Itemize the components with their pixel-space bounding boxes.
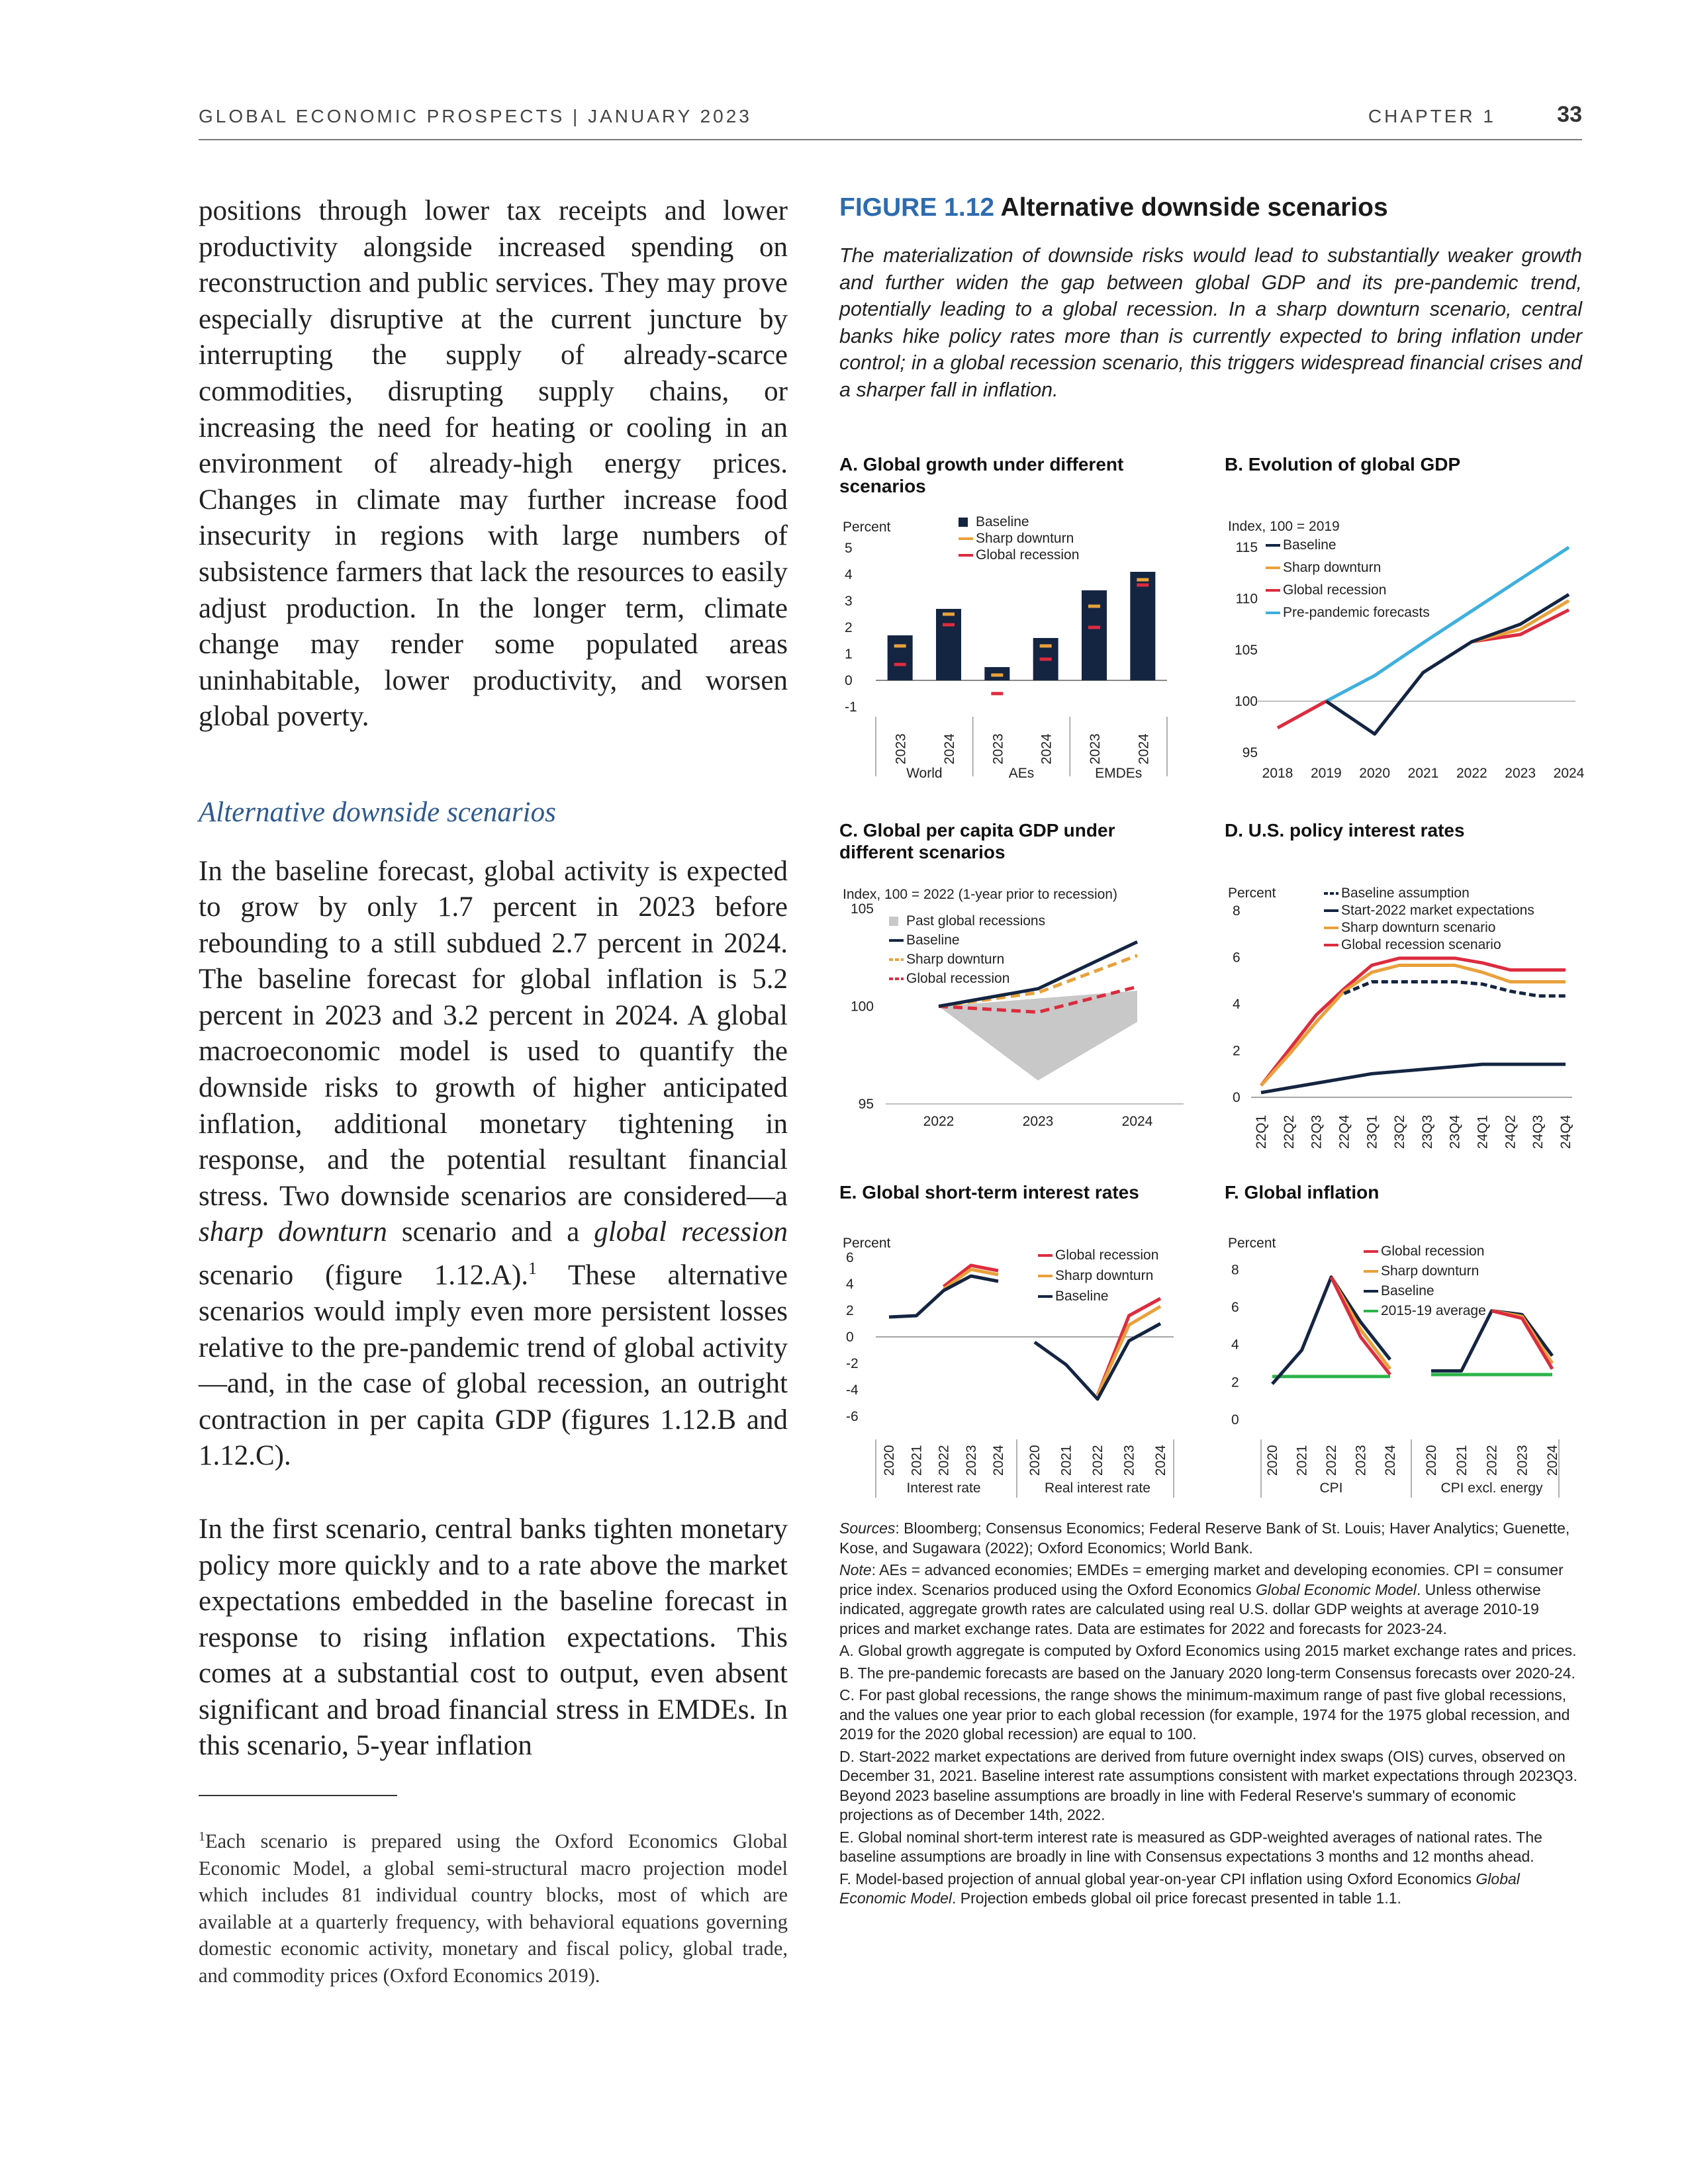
paragraph-2: [199, 854, 788, 1475]
chapter-label: CHAPTER 1: [1368, 106, 1496, 126]
c-legend-baseline-label: Baseline: [906, 933, 960, 948]
sources-line: [839, 1519, 1582, 1558]
d-xtick-24Q3: 24Q3: [1530, 1115, 1546, 1149]
panel-b-chart: [1225, 453, 1585, 784]
e-xtick-1-2023: 2023: [1121, 1445, 1137, 1476]
c-xtick-2023: 2023: [1022, 1114, 1054, 1129]
e-xtick-1-2021: 2021: [1058, 1445, 1074, 1476]
paragraph-3: In the first scenario, central banks tighten monetary policy more quickly and to a rate above the market expectations embedded in the baseline forecast in response to rising inflation expectations. This comes at a substantial cost to output, even absent significant and broad financial stress in EMDEs. In this scenario, 5-year inflation: [199, 1513, 788, 1762]
f-legend-3-label: 2015-19 average: [1381, 1303, 1486, 1318]
e-nominal-baseline: [889, 1276, 998, 1317]
b-y-tick-100: 100: [1234, 694, 1258, 709]
note-f: [839, 1870, 1582, 1909]
panel-b-title: B. Evolution of global GDP: [1225, 454, 1461, 475]
b-xtick-2022: 2022: [1456, 766, 1487, 781]
f-xtick-1-2020: 2020: [1424, 1445, 1439, 1476]
b-series-global-recession-part-1: [1278, 702, 1326, 728]
panel-a-title: A. Global growth under different scenarios: [839, 454, 1124, 496]
note-a: A. Global growth aggregate is computed by Oxford Economics using 2015 market exchange rates and prices.: [839, 1642, 1577, 1659]
f-group-1: CPI excl. energy: [1440, 1480, 1543, 1496]
d-series-3: [1261, 958, 1566, 1085]
panel-e-title: E. Global short-term interest rates: [839, 1182, 1139, 1203]
e-y-tick-4: 4: [846, 1277, 854, 1292]
a-xtick-4: 2023: [1088, 733, 1103, 764]
a-group-1: AEs: [1008, 766, 1035, 781]
a-group-2: EMDEs: [1095, 766, 1143, 781]
panel-a-chart: [839, 453, 1197, 784]
f-xtick-0-2020: 2020: [1265, 1445, 1280, 1476]
e-ylabel: Percent: [843, 1236, 891, 1251]
page-number: 33: [1557, 102, 1582, 127]
f-xtick-1-2022: 2022: [1484, 1445, 1500, 1476]
e-group-0: Interest rate: [906, 1480, 981, 1496]
e-xtick-1-2020: 2020: [1027, 1445, 1043, 1476]
note-line: [839, 1561, 1582, 1639]
d-xtick-24Q1: 24Q1: [1475, 1115, 1491, 1149]
d-xtick-22Q1: 22Q1: [1254, 1115, 1269, 1149]
c-y-tick-105: 105: [850, 901, 874, 917]
c-recession-range: [939, 991, 1137, 1081]
e-xtick-0-2020: 2020: [882, 1445, 897, 1476]
c-ylabel: Index, 100 = 2022 (1-year prior to recession): [843, 887, 1117, 902]
note-text-2: . Unless otherwise indicated, aggregate growth rates are calculated using real U.S. dollar GDP weights at average 2010-19 prices and market exchange rates. Data are estimates for 2022 and forecasts for 2023-24.: [839, 1580, 1541, 1637]
f-xtick-1-2024: 2024: [1545, 1445, 1560, 1476]
panel-e-chart: [839, 1181, 1197, 1496]
a-y-tick-4: 4: [845, 567, 853, 582]
footnote: [199, 1823, 788, 1989]
d-xtick-24Q4: 24Q4: [1558, 1115, 1573, 1149]
p2-text-b: scenario and a: [387, 1216, 594, 1248]
a-y-tick--1: -1: [845, 700, 857, 715]
body-column: [199, 193, 788, 1764]
d-xtick-23Q1: 23Q1: [1364, 1115, 1380, 1149]
running-header: [199, 102, 1582, 140]
f-xtick-0-2021: 2021: [1294, 1445, 1310, 1476]
figure-description: The materialization of downside risks would lead to substantially weaker growth and further widen the gap between global GDP and its pre-pandemic trend, potentially leading to a global recession. In a sharp downturn scenario, central banks hike policy rates more than is currently expected to bring inflation under control; in a global recession scenario, this triggers widespread financial crises and a sharper fall in inflation.: [839, 244, 1582, 401]
b-ylabel: Index, 100 = 2019: [1228, 519, 1340, 534]
note-label: Note: [839, 1561, 872, 1578]
c-y-tick-100: 100: [850, 999, 874, 1015]
a-legend-baseline-label: Baseline: [976, 514, 1029, 529]
a-group-0: World: [906, 766, 943, 781]
f-xtick-0-2023: 2023: [1353, 1445, 1369, 1476]
f-y-tick-6: 6: [1231, 1300, 1239, 1315]
panel-d-title: D. U.S. policy interest rates: [1225, 820, 1465, 841]
e-xtick-1-2024: 2024: [1153, 1445, 1168, 1476]
note-em: Global Economic Model: [1256, 1580, 1417, 1598]
e-xtick-0-2021: 2021: [909, 1445, 925, 1476]
b-legend-1-label: Sharp downturn: [1283, 560, 1382, 575]
p2-em-recession: global recession: [594, 1216, 788, 1248]
f-xtick-0-2024: 2024: [1383, 1445, 1398, 1476]
f-xtick-1-2021: 2021: [1454, 1445, 1470, 1476]
d-legend-1-label: Start-2022 market expectations: [1341, 903, 1534, 918]
f-y-tick-2: 2: [1231, 1375, 1239, 1390]
a-xtick-3: 2024: [1039, 733, 1055, 764]
e-y-tick-2: 2: [846, 1303, 854, 1318]
b-xtick-2020: 2020: [1359, 766, 1391, 781]
panel-d: [1225, 819, 1582, 1150]
note-text-1: : AEs = advanced economies; EMDEs = emerging market and developing economies. CPI = consumer price index. Scenarios produced using the Oxford Economics: [839, 1561, 1564, 1598]
a-xtick-2: 2023: [990, 733, 1006, 764]
footnote-rule: [199, 1795, 397, 1796]
paragraph-1: positions through lower tax receipts and lower productivity alongside increased spending on reconstruction and public services. They may prove especially disruptive at the current juncture by interrupting the supply of already-scarce commodities, disrupting supply chains, or increasing the need for heating or cooling in an environment of already-high energy prices. Changes in climate may further increase food insecurity in regions with large numbers of subsistence farmers that lack the resources to easily adjust production. In the longer term, climate change may render some populated areas uninhabitable, lower productivity, and worsen global poverty.: [199, 195, 788, 733]
a-bar-baseline-0: [888, 635, 913, 680]
d-legend-0-label: Baseline assumption: [1341, 886, 1470, 901]
panel-c: [839, 819, 1197, 1137]
e-group-1: Real interest rate: [1045, 1480, 1150, 1496]
c-legend-recession-label: Global recession: [906, 971, 1010, 986]
f-xtick-1-2023: 2023: [1515, 1445, 1530, 1476]
e-legend-1-label: Sharp downturn: [1055, 1268, 1154, 1283]
f-legend-1-label: Sharp downturn: [1381, 1263, 1479, 1279]
panel-f: [1225, 1181, 1582, 1496]
e-xtick-0-2023: 2023: [963, 1445, 979, 1476]
d-xtick-22Q4: 22Q4: [1336, 1115, 1352, 1149]
panel-f-title: F. Global inflation: [1225, 1182, 1380, 1203]
sources-text: : Bloomberg; Consensus Economics; Federal Reserve Bank of St. Louis; Haver Analytics; Guenette, Kose, and Sugawara (2022); Oxford Economics; World Bank.: [839, 1520, 1570, 1557]
e-y-tick--2: -2: [846, 1356, 859, 1371]
b-y-tick-115: 115: [1235, 540, 1258, 555]
d-y-tick-8: 8: [1233, 903, 1241, 919]
a-xtick-1: 2024: [942, 733, 957, 764]
e-xtick-0-2022: 2022: [936, 1445, 952, 1476]
c-legend-sharp-label: Sharp downturn: [906, 952, 1005, 967]
a-y-tick-5: 5: [845, 541, 853, 556]
a-y-tick-0: 0: [845, 673, 853, 688]
b-xtick-2024: 2024: [1553, 766, 1585, 781]
d-xtick-23Q4: 23Q4: [1447, 1115, 1463, 1149]
a-y-tick-3: 3: [845, 594, 853, 609]
b-xtick-2023: 2023: [1505, 766, 1536, 781]
panel-c-title: C. Global per capita GDP under different scenarios: [839, 820, 1115, 862]
d-series-1: [1261, 1064, 1566, 1093]
note-f-text-2: . Projection embeds global oil price forecast presented in table 1.1.: [952, 1889, 1401, 1907]
e-xtick-1-2022: 2022: [1090, 1445, 1105, 1476]
d-series-0: [1344, 981, 1566, 995]
a-legend-recession-label: Global recession: [976, 547, 1080, 563]
note-d: D. Start-2022 market expectations are derived from future overnight index swaps (OIS) curves, observed on December 31, 2021. Baseline interest rate assumptions consistent with market expectations through 2023Q3. Beyond 2023 baseline assumptions are broadly in line with Federal Reserve's summary of economic projections as of December 14th, 2022.: [839, 1747, 1577, 1823]
d-legend-2-label: Sharp downturn scenario: [1341, 920, 1496, 935]
a-bar-baseline-1: [936, 609, 961, 680]
footnote-number: 1: [199, 1829, 205, 1844]
panel-e: [839, 1181, 1197, 1496]
e-y-tick--4: -4: [846, 1383, 859, 1398]
e-xtick-0-2024: 2024: [991, 1445, 1006, 1476]
section-heading: Alternative downside scenarios: [199, 796, 556, 828]
b-legend-0-label: Baseline: [1283, 537, 1336, 553]
p2-text-c: scenario (figure 1.12.A).: [199, 1259, 529, 1291]
c-legend-range-swatch: [889, 917, 898, 926]
figure-notes: [839, 1519, 1582, 1911]
e-y-tick--6: -6: [846, 1409, 859, 1424]
f-y-tick-8: 8: [1231, 1262, 1239, 1278]
sources-label: Sources: [839, 1520, 896, 1537]
d-y-tick-6: 6: [1233, 950, 1241, 966]
note-c: C. For past global recessions, the range shows the minimum-maximum range of past five global recessions, and the values one year prior to each global recession (for example, 1974 for the 1975 global recession, and 2019 for the 2020 global recession) are equal to 100.: [839, 1686, 1570, 1743]
e-real-baseline: [1035, 1324, 1160, 1399]
a-bar-baseline-4: [1082, 590, 1107, 680]
f-ylabel: Percent: [1228, 1236, 1276, 1251]
f-xtick-0-2022: 2022: [1324, 1445, 1339, 1476]
e-y-tick-6: 6: [846, 1250, 854, 1265]
figure-title-text: Alternative downside scenarios: [1000, 193, 1388, 222]
d-xtick-22Q2: 22Q2: [1281, 1115, 1297, 1149]
d-xtick-22Q3: 22Q3: [1309, 1115, 1325, 1149]
a-ylabel: Percent: [843, 520, 891, 535]
d-legend-3-label: Global recession scenario: [1341, 937, 1501, 952]
b-xtick-2021: 2021: [1407, 766, 1439, 781]
d-y-tick-4: 4: [1233, 997, 1241, 1012]
b-y-tick-95: 95: [1242, 745, 1258, 760]
note-b: B. The pre-pandemic forecasts are based on the January 2020 long-term Consensus forecasts over 2020-24.: [839, 1664, 1575, 1682]
c-y-tick-95: 95: [858, 1097, 874, 1112]
f-legend-2-label: Baseline: [1381, 1283, 1434, 1298]
b-legend-3-label: Pre-pandemic forecasts: [1283, 605, 1430, 620]
c-xtick-2024: 2024: [1121, 1114, 1153, 1129]
figure-column: [839, 193, 1582, 403]
d-xtick-23Q2: 23Q2: [1392, 1115, 1408, 1149]
f-cpi-baseline: [1272, 1277, 1390, 1385]
d-xtick-24Q2: 24Q2: [1503, 1115, 1519, 1149]
running-title: GLOBAL ECONOMIC PROSPECTS | JANUARY 2023: [199, 106, 752, 126]
b-legend-2-label: Global recession: [1283, 582, 1387, 598]
d-y-tick-2: 2: [1233, 1043, 1241, 1059]
footnote-ref[interactable]: 1: [528, 1259, 538, 1279]
note-f-em: Global Economic Model: [839, 1870, 1520, 1907]
p2-text-d: These alternative scenarios would imply even more persistent losses relative to the pre-pandemic trend of global activity—and, in the case of global recession, an outright contraction in per capita GDP (figures 1.12.B and 1.12.C).: [199, 1259, 788, 1472]
figure-number: FIGURE 1.12: [839, 193, 995, 222]
a-xtick-5: 2024: [1136, 733, 1152, 764]
note-f-text-1: F. Model-based projection of annual global year-on-year CPI inflation using Oxford Economics: [839, 1870, 1476, 1888]
panel-f-chart: [1225, 1181, 1582, 1496]
b-y-tick-105: 105: [1234, 643, 1258, 658]
f-legend-0-label: Global recession: [1381, 1244, 1485, 1259]
f-y-tick-4: 4: [1231, 1337, 1239, 1353]
d-xtick-23Q3: 23Q3: [1419, 1115, 1435, 1149]
panel-a: [839, 453, 1197, 784]
e-y-tick-0: 0: [846, 1330, 854, 1345]
a-y-tick-1: 1: [845, 647, 853, 662]
b-xtick-2019: 2019: [1310, 766, 1342, 781]
f-group-0: CPI: [1319, 1480, 1343, 1496]
b-y-tick-110: 110: [1235, 591, 1258, 607]
d-y-tick-0: 0: [1233, 1090, 1241, 1105]
f-core-global-recession: [1492, 1311, 1553, 1369]
e-legend-2-label: Baseline: [1055, 1289, 1109, 1304]
a-xtick-0: 2023: [893, 733, 909, 764]
f-y-tick-0: 0: [1231, 1412, 1239, 1428]
a-legend-baseline-swatch: [959, 518, 968, 527]
b-xtick-2018: 2018: [1262, 766, 1293, 781]
panel-c-chart: [839, 819, 1197, 1137]
a-bar-baseline-5: [1130, 572, 1155, 680]
d-ylabel: Percent: [1228, 886, 1276, 901]
footnote-text: Each scenario is prepared using the Oxford Economics Global Economic Model, a global semi-structural macro projection model which includes 81 individual country blocks, most of which are available at a quarterly frequency, with behavioral equations governing domestic economic activity, monetary and fiscal policy, global trade, and commodity prices (Oxford Economics 2019).: [199, 1830, 788, 1987]
p2-text-a: In the baseline forecast, global activity is expected to grow by only 1.7 percent in 2023 before rebounding to a still subdued 2.7 percent in 2024. The baseline forecast for global inflation is 5.2 percent in 2023 and 3.2 percent in 2024. A global macroeconomic model is used to quantify the downside risks to growth of higher anticipated inflation, additional monetary tightening in response, and the potential resultant financial stress. Two downside scenarios are considered—a: [199, 855, 788, 1212]
note-e: E. Global nominal short-term interest rate is measured as GDP-weighted averages of national rates. The baseline assumptions are broadly in line with Consensus expectations 3 months and 12 months ahead.: [839, 1828, 1542, 1865]
a-legend-sharp-label: Sharp downturn: [976, 531, 1074, 546]
c-legend-range-label: Past global recessions: [906, 913, 1046, 929]
panel-b: [1225, 453, 1585, 784]
p2-em-sharp: sharp downturn: [199, 1216, 387, 1248]
figure-title: [839, 193, 1582, 222]
panel-d-chart: [1225, 819, 1582, 1150]
e-legend-0-label: Global recession: [1055, 1248, 1159, 1263]
c-xtick-2022: 2022: [923, 1114, 955, 1129]
a-y-tick-2: 2: [845, 620, 853, 635]
